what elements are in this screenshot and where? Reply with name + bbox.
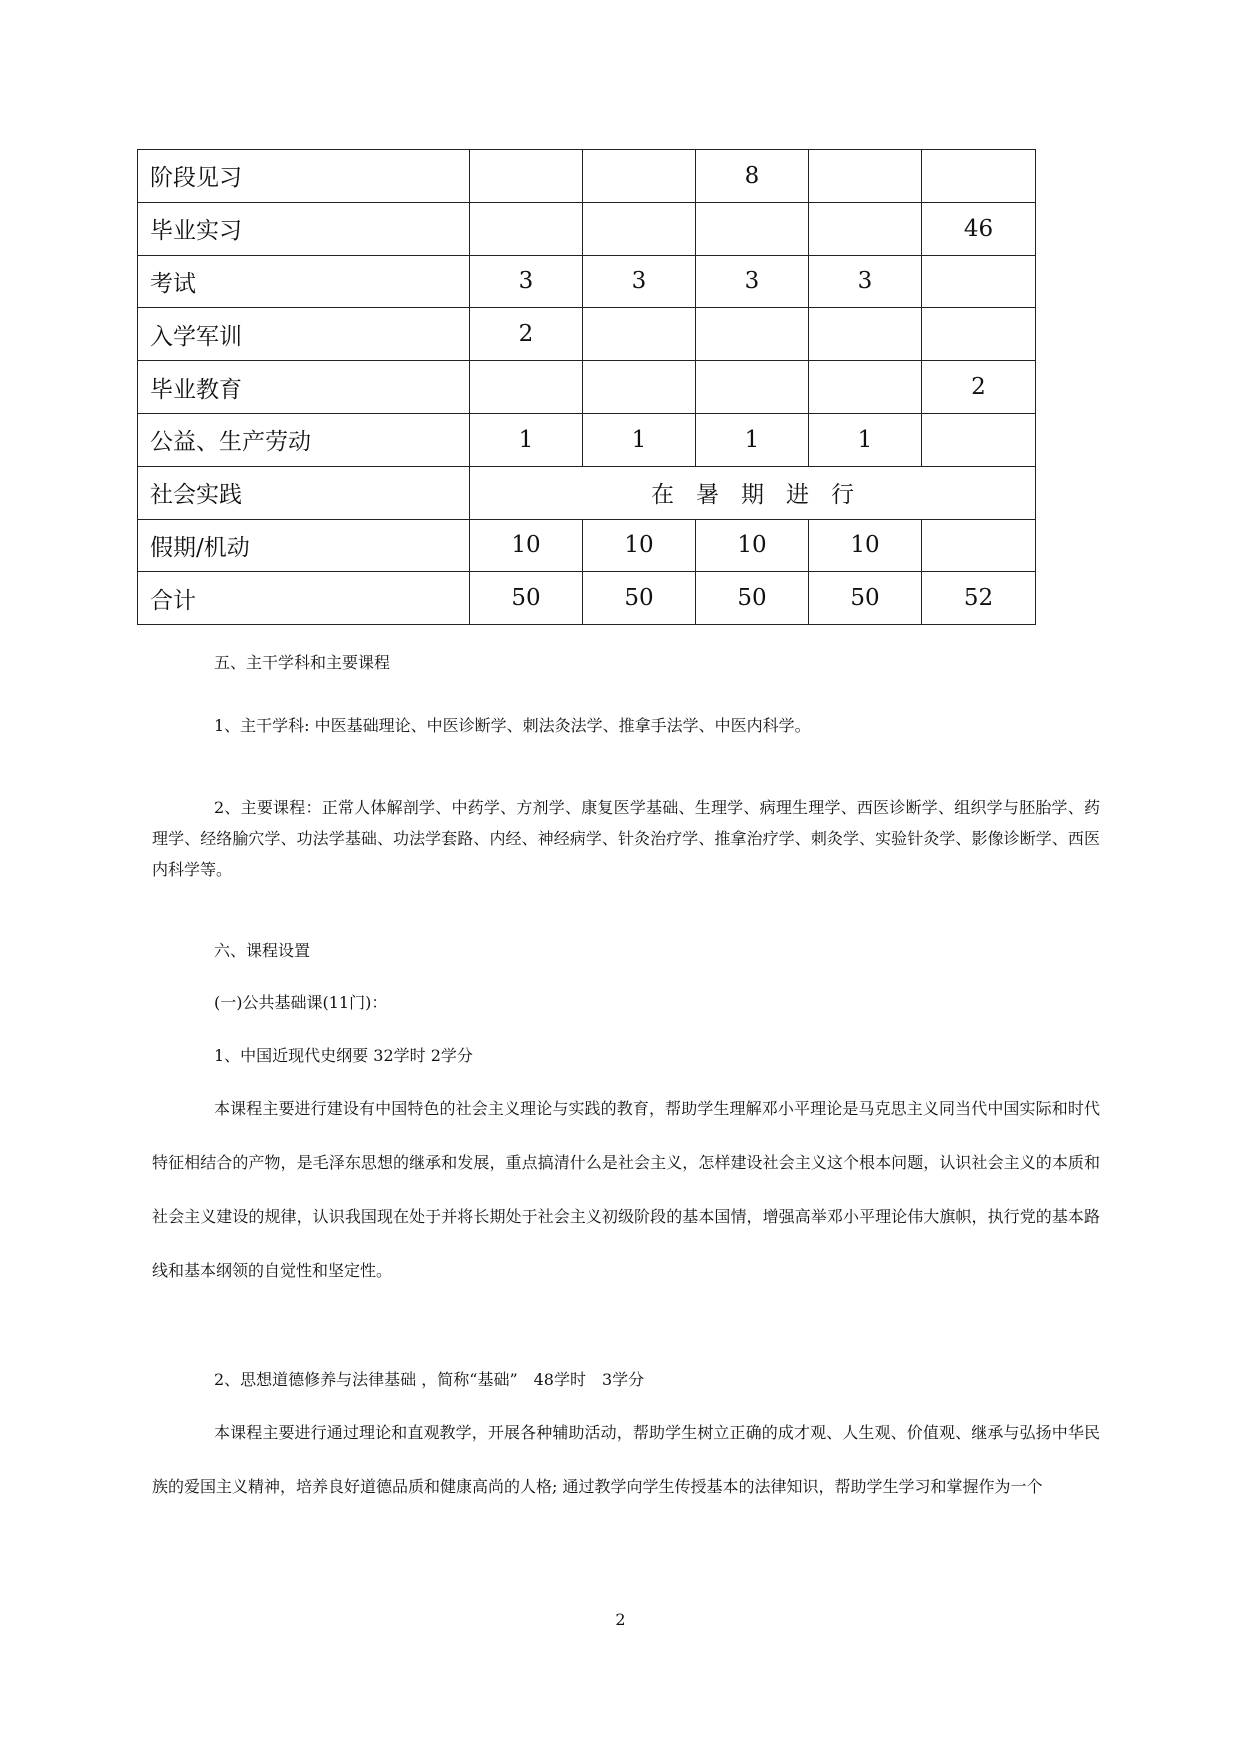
merged-cell [470, 466, 1036, 519]
table-cell: 2 [470, 308, 583, 361]
table-cell: 46 [922, 202, 1036, 255]
table-cell: 50 [696, 572, 809, 625]
course2-title: 2、思想道德修养与法律基础 ，简称“基础” 48学时 3学分 [214, 1370, 645, 1389]
row-label: 毕业实习 [138, 202, 470, 255]
table-cell: 3 [809, 255, 922, 308]
table-cell: 10 [583, 519, 696, 572]
table-row [138, 308, 1036, 361]
table-row [138, 202, 1036, 255]
section5-item2: 2、主要课程：正常人体解剖学、中药学、方剂学、康复医学基础、生理学、病理生理学、西医诊断学、组织学与胚胎学、药理学、经络腧穴学、功法学基础、功法学套路、内经、神经病学、针灸治疗学、推拿治疗学、刺灸学、实验针灸学、影像诊断学、西医内科学等。 [152, 798, 1100, 879]
table-cell [922, 150, 1036, 203]
table-row [138, 413, 1036, 466]
table-row [138, 466, 1036, 519]
table-cell: 10 [809, 519, 922, 572]
row-label: 考试 [138, 255, 470, 308]
table-cell [696, 361, 809, 414]
table-cell: 3 [583, 255, 696, 308]
table-cell [583, 150, 696, 203]
table-cell: 1 [809, 413, 922, 466]
section6-subheading: (一)公共基础课(11门)： [214, 993, 388, 1012]
table-cell [922, 308, 1036, 361]
table-cell: 1 [696, 413, 809, 466]
table-cell [583, 202, 696, 255]
table-cell: 8 [696, 150, 809, 203]
table-cell [809, 308, 922, 361]
table-cell [809, 361, 922, 414]
course1-title: 1、中国近现代史纲要 32学时 2学分 [214, 1046, 473, 1065]
row-label: 合计 [138, 572, 470, 625]
table-cell: 3 [470, 255, 583, 308]
row-label: 假期/机动 [138, 519, 470, 572]
table-cell: 50 [470, 572, 583, 625]
table-row [138, 255, 1036, 308]
table-cell: 2 [922, 361, 1036, 414]
page-number: 2 [615, 1610, 626, 1629]
row-label: 公益、生产劳动 [138, 413, 470, 466]
table-cell [809, 150, 922, 203]
row-label: 毕业教育 [138, 361, 470, 414]
course2-description: 本课程主要进行通过理论和直观教学，开展各种辅助活动，帮助学生树立正确的成才观、人生观、价值观、继承与弘扬中华民族的爱国主义精神，培养良好道德品质和健康高尚的人格; 通过教学向学生传授基本的法律知识，帮助学生学习和掌握作为一个 [152, 1423, 1100, 1496]
table-cell [470, 361, 583, 414]
table-cell [922, 413, 1036, 466]
table-cell: 3 [696, 255, 809, 308]
table-cell [470, 202, 583, 255]
table-cell: 10 [470, 519, 583, 572]
merged-cell-text: 在暑期进行 [651, 482, 876, 509]
table-row [138, 572, 1036, 625]
table-cell: 10 [696, 519, 809, 572]
table-row [138, 150, 1036, 203]
table-cell: 52 [922, 572, 1036, 625]
row-label: 入学军训 [138, 308, 470, 361]
row-label: 社会实践 [138, 466, 470, 519]
table-cell [696, 202, 809, 255]
table-cell [922, 255, 1036, 308]
table-cell [809, 202, 922, 255]
table-cell: 50 [583, 572, 696, 625]
table-cell: 50 [809, 572, 922, 625]
table-cell: 1 [470, 413, 583, 466]
table-cell [470, 150, 583, 203]
table-cell: 1 [583, 413, 696, 466]
course1-description: 本课程主要进行建设有中国特色的社会主义理论与实践的教育，帮助学生理解邓小平理论是马克思主义同当代中国实际和时代特征相结合的产物，是毛泽东思想的继承和发展，重点搞清什么是社会主义，怎样建设社会主义这个根本问题，认识社会主义的本质和社会主义建设的规律，认识我国现在处于并将长期处于社会主义初级阶段的基本国情，增强高举邓小平理论伟大旗帜，执行党的基本路线和基本纲领的自觉性和坚定性。 [152, 1099, 1100, 1280]
table-row [138, 361, 1036, 414]
section5-heading: 五、主干学科和主要课程 [214, 653, 391, 672]
section6-heading: 六、课程设置 [214, 941, 311, 960]
table-cell [696, 308, 809, 361]
schedule-table [137, 149, 1036, 625]
table-cell [583, 308, 696, 361]
row-label: 阶段见习 [138, 150, 470, 203]
table-cell [583, 361, 696, 414]
section5-item1: 1、主干学科: 中医基础理论、中医诊断学、刺法灸法学、推拿手法学、中医内科学。 [214, 716, 811, 735]
table-cell [922, 519, 1036, 572]
table-row [138, 519, 1036, 572]
